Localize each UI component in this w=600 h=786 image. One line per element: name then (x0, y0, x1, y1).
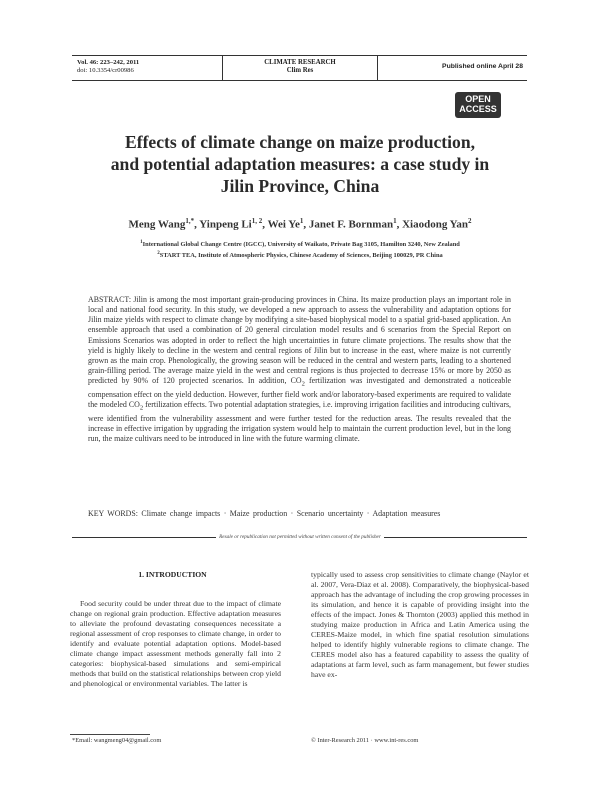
body-column-right (311, 570, 529, 681)
open-access-line2: ACCESS (459, 104, 497, 114)
header-bottom-rule (72, 80, 527, 81)
keywords-text: Climate change impacts · Maize production · Scenario uncertainty · Adaptation measures (137, 509, 441, 518)
resale-notice (0, 534, 600, 540)
resale-notice-text: Resale or republication not permitted without written consent of the publisher (216, 534, 384, 540)
paper-title (60, 131, 540, 197)
affiliation-item (60, 250, 540, 261)
open-access-badge[interactable] (455, 92, 501, 118)
body-paragraph: Food security could be under threat due to the impact of climate change on regional grain production. Effective adaptation measures to alleviate the profound devastating consequences necessitate a regional assessment of crop responses to climate change, in order to identify and evaluate potential adaptation options. Model-based climate change impact assessment methods generally fall into 2 categories: biophysical-based simulations and semi-empirical methods that build on the statistical relationships between crop yield and phenological or environmental variables. The latter is (70, 599, 281, 689)
author-name: Meng Wang (128, 218, 186, 231)
author-affil-marker: 1 (393, 217, 397, 225)
affiliations (60, 239, 540, 260)
keywords-label: KEY WORDS: (88, 509, 138, 518)
author-name: Janet F. Bornman (308, 218, 394, 231)
title-line: Effects of climate change on maize production, (124, 132, 476, 152)
volume-line: Vol. 46: 223–242, 2011 (77, 59, 140, 66)
author-name: Xiaodong Yan (402, 218, 469, 231)
doi-line[interactable]: doi: 10.3354/cr00986 (77, 67, 134, 75)
author-affil-marker: 1,* (185, 217, 195, 225)
abstract-text: fertilization was investigated and demonstrated a noticeable compensation effect on the yield deduction. However, further field work and/or laboratory-based experiments are required to validate the modeled CO (88, 376, 511, 410)
affiliation-text: START TEA, Institute of Atmospheric Physics, Chinese Academy of Sciences, Beijing 100029, PR China (159, 251, 443, 259)
open-access-line1: OPEN (465, 94, 491, 104)
section-heading-introduction: 1. INTRODUCTION (138, 570, 207, 579)
affiliation-text: International Global Change Centre (IGCC), University of Waikato, Private Bag 3105, Hamilton 3240, New Zealand (142, 241, 460, 249)
title-line: Jilin Province, China (220, 176, 380, 196)
footnote-rule (70, 734, 150, 735)
author-name: Wei Ye (267, 218, 300, 231)
body-column-left (70, 599, 281, 689)
author-list: Meng Wang$^{1,*}$, Yinpeng Li$^{1, 2}$, Wei Ye$^1$, Janet F. Bornman$^1$, Xiaodong Yan$^2$ (128, 217, 472, 231)
header-top-rule (72, 55, 527, 56)
header-journal (230, 59, 370, 76)
journal-short-name: Clim Res (286, 67, 314, 75)
abstract-text: Jilin is among the most important grain-producing provinces in China. Its maize production plays an important role in local and national food security. In this study, we developed a new approach to assess the vulnerability and adaptation options for Jilin maize yields with respect to climate change by modifying a site-based biophysical model to a spatial grid-based application. An ensemble approach that used a combination of 20 general circulation model results and 6 scenarios from the Special Report on Emissions Scenarios was adopted in order to reflect the high uncertainties in future climate projections. The results show that the yield is highly likely to decline in the western and central regions of Jilin but to increase in the east, where maize is not currently grown as the main crop. Phenologically, the growing season will be reduced in the central and western parts, leading to a shortened grain-filling period. The average maize yield in the west and central regions is thus projected to decrease 15% or more by 2050 as predicted by 90% of 120 projected scenarios. In addition, CO (88, 295, 511, 386)
author-name: Yinpeng Li (199, 218, 252, 231)
title-line: and potential adaptation measures: a case study in (110, 154, 490, 174)
abstract-subscript: 2 (301, 380, 305, 388)
affiliation-marker: 1 (140, 240, 143, 245)
body-paragraph: typically used to assess crop sensitivities to climate change (Naylor et al. 2007, Vera-Diaz et al. 2008). Comparatively, the biophysical-based approach has the advantage of including the crop growing processes in its simulation, and hence it is capable of providing insight into the effects of the impact. Jones & Thornton (2003) applied this method in studying maize production in Africa and Latin America using the CERES-Maize model, in which fine spatial resolution simulations helped to identify highly vulnerable regions to climate change. The CERES model also has a featured capability to assess the quality of adaptations at farm level, such as farm management, but fewer studies have ex- (311, 570, 529, 680)
author-affil-marker: 1, 2 (251, 217, 263, 225)
keywords (88, 509, 511, 519)
corresponding-email[interactable]: *Email: wangmeng04@gmail.com (72, 737, 162, 744)
abstract-label: ABSTRACT: (88, 295, 132, 304)
author-affil-marker: 2 (468, 217, 472, 225)
journal-name: CLIMATE RESEARCH (264, 59, 336, 66)
header-volume-info (77, 59, 139, 76)
header-divider-left (222, 55, 223, 80)
copyright-notice: © Inter-Research 2011 · www.int-res.com (311, 737, 419, 744)
abstract-subscript: 2 (139, 404, 144, 412)
published-date: Published online April 28 (442, 63, 523, 70)
affiliation-item (60, 239, 540, 250)
author-affil-marker: 1 (299, 217, 304, 225)
affiliation-marker: 2 (157, 250, 160, 256)
header-divider-right (377, 55, 378, 80)
abstract-text: fertilization effects. Two potential adaptation strategies, i.e. improving irrigation facilities and introducing cultivars, were identified from the vulnerability assessment and were further tested for the reduction areas. The results revealed that the increase in effective irrigation by upgrading the irrigation system would help to maintain the current production level, but in the long run, the maize cultivars need to be introduced in line with the future warming climate. (88, 400, 511, 444)
abstract (88, 295, 511, 444)
